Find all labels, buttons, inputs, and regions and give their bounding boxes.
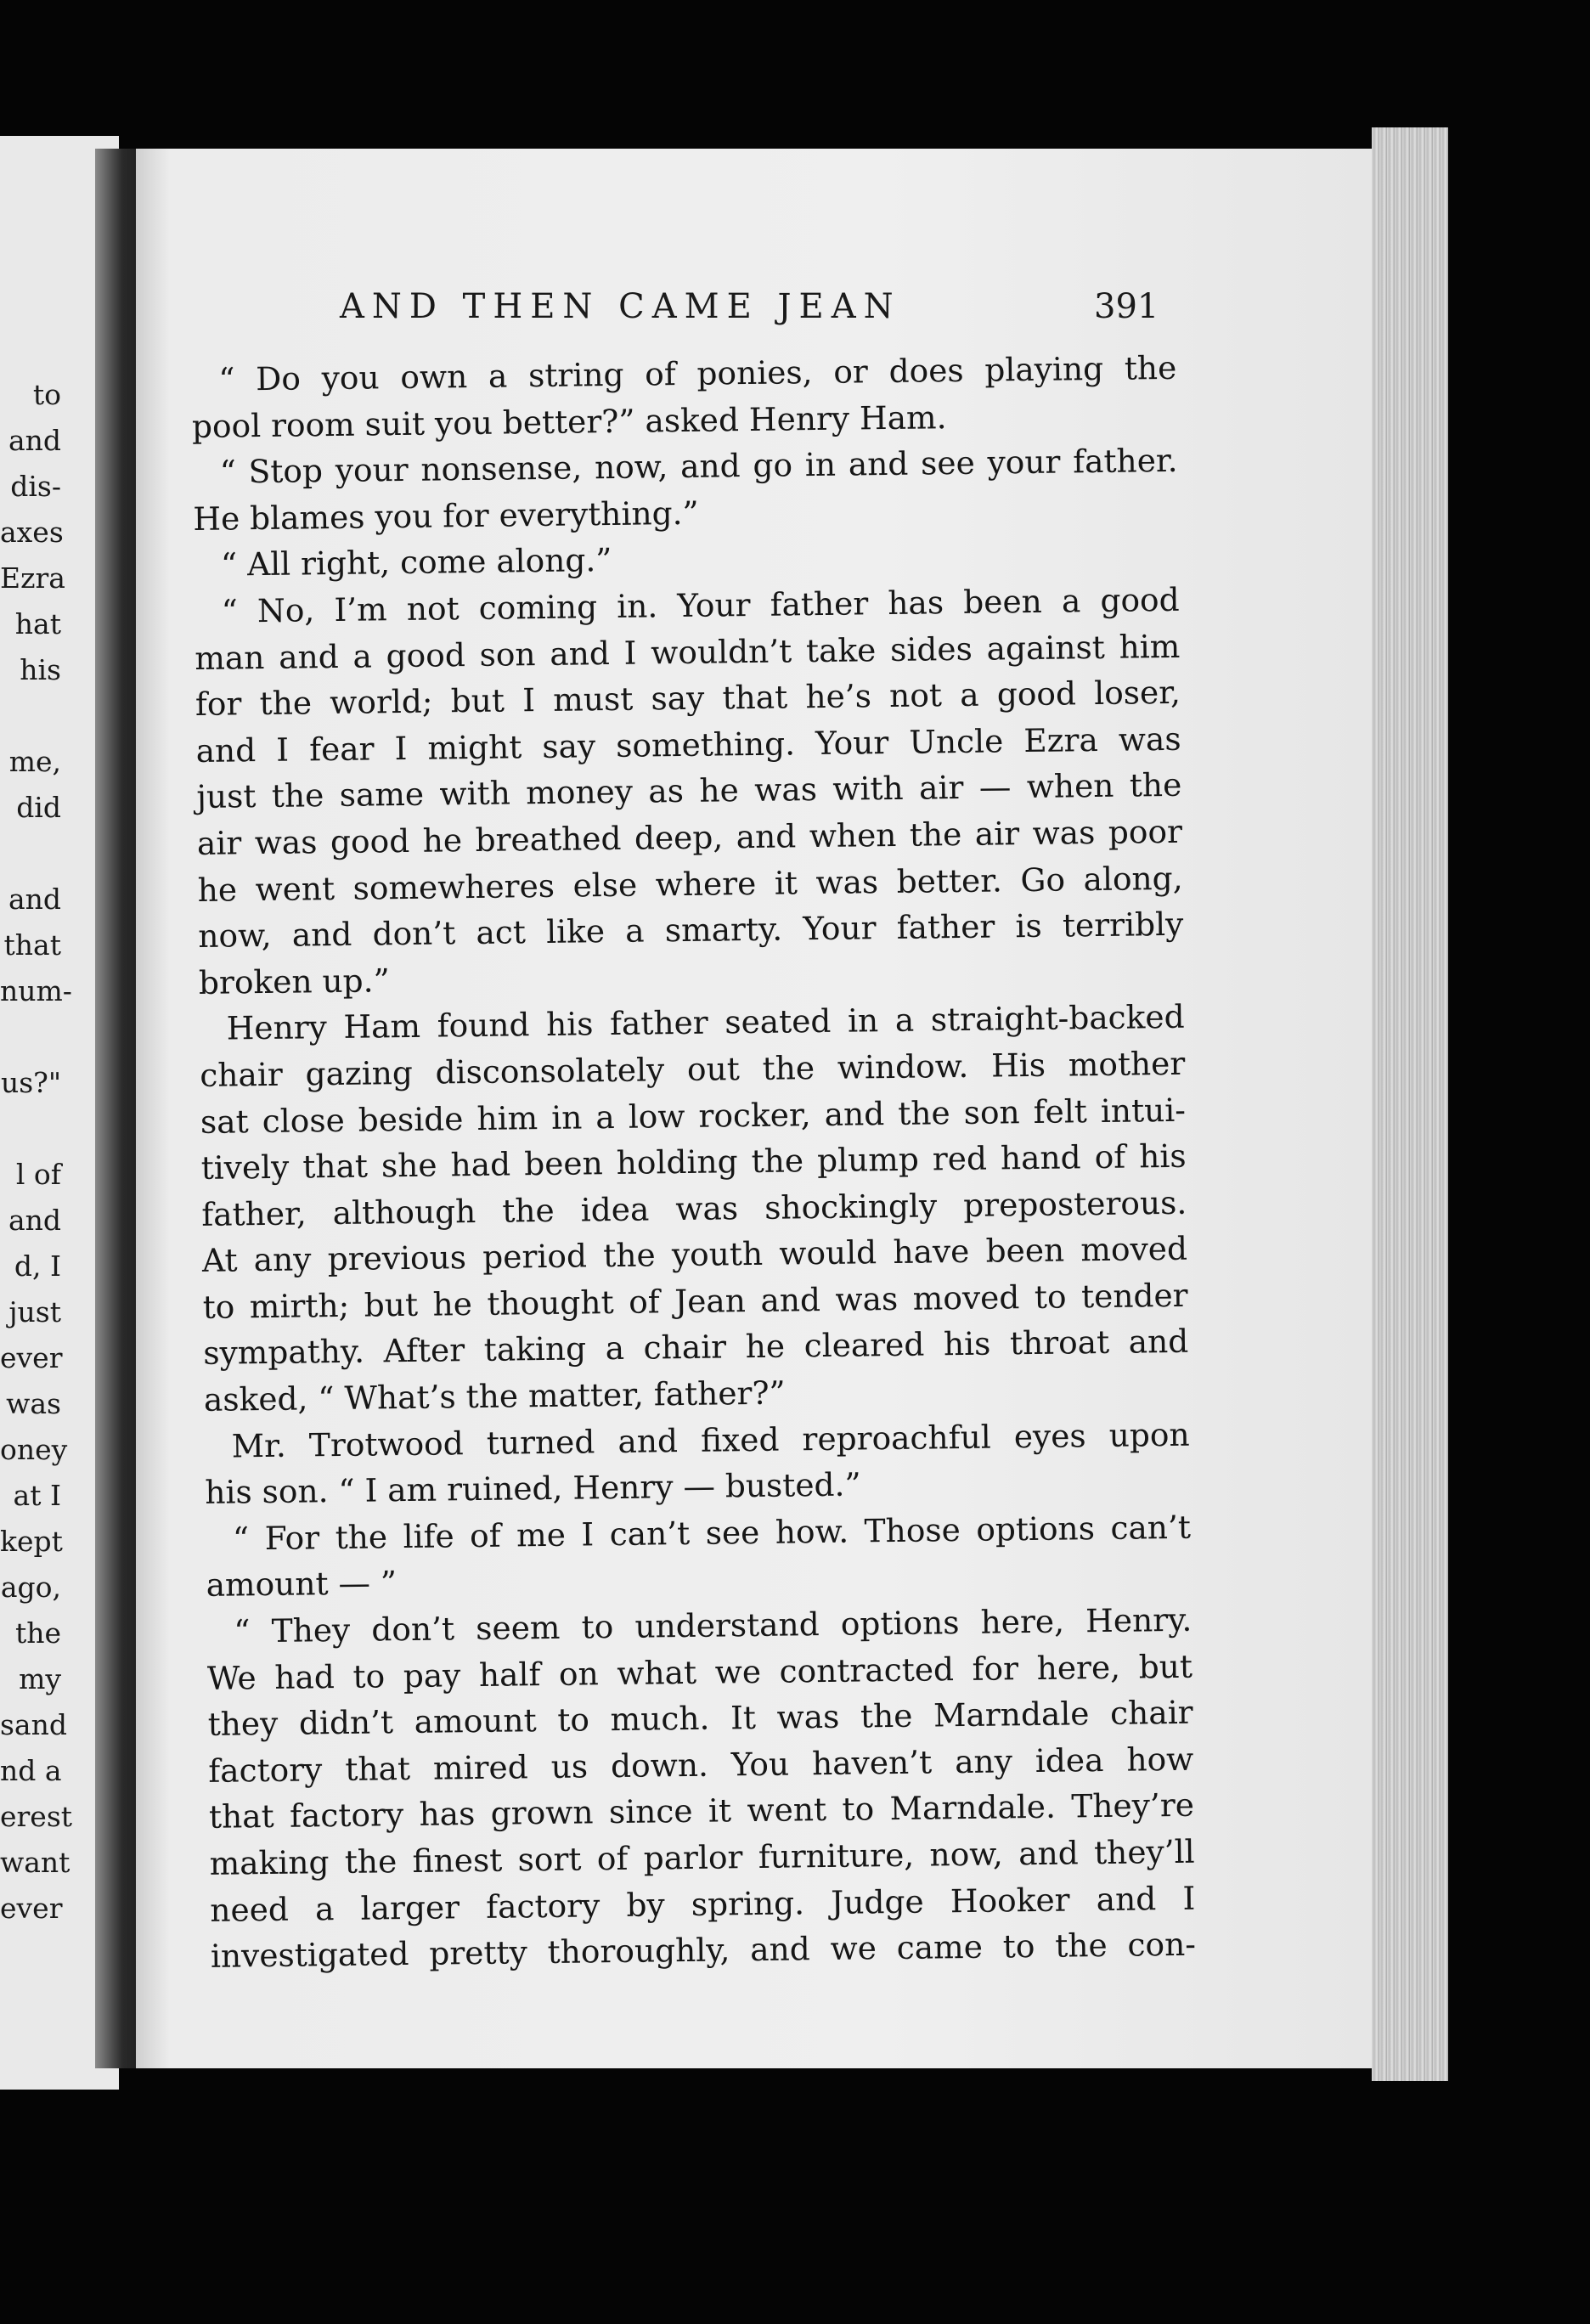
facing-page-fragment: oney	[0, 1433, 68, 1466]
text-line: that factory has grown since it went to Marndale. They’re	[208, 1786, 1195, 1836]
facing-page-fragment: to	[32, 378, 61, 411]
text-line: for the world; but I must say that he’s not a good loser,	[195, 673, 1181, 724]
text-line: to mirth; but he thought of Jean and was moved to tender	[202, 1276, 1188, 1326]
text-line: “ For the life of me I can’t see how. Those options can’t	[232, 1508, 1192, 1558]
facing-page-fragment: us?"	[0, 1066, 61, 1099]
facing-page-fragment	[0, 693, 61, 739]
running-head: AND THEN CAME JEAN	[340, 287, 901, 326]
facing-page-fragment: me,	[8, 745, 61, 778]
facing-page-fragment: just	[8, 1295, 61, 1328]
facing-page-fragment: nd a	[0, 1754, 62, 1787]
text-line: they didn’t amount to much. It was the Marndale chair	[207, 1693, 1193, 1744]
text-line: “ Do you own a string of ponies, or does playing the	[218, 348, 1177, 398]
facing-page-fragment	[0, 1106, 61, 1152]
facing-page-fragment: Ezra	[0, 561, 65, 595]
facing-page-fragment: d, I	[14, 1249, 61, 1283]
facing-page-fragment: at I	[13, 1479, 61, 1512]
facing-page-fragment: ago,	[0, 1571, 61, 1604]
text-line: sympathy. After taking a chair he cleared his throat and	[203, 1323, 1189, 1373]
page-edges	[1372, 127, 1448, 2081]
facing-page-text	[0, 372, 73, 1932]
text-line: amount — ”	[206, 1564, 398, 1605]
text-line: broken up.”	[198, 961, 391, 1001]
text-line: now, and don’t act like a smarty. Your father is terribly	[198, 905, 1184, 956]
text-line: Henry Ham found his father seated in a straight-backed	[226, 998, 1185, 1047]
text-line: sat close beside him in a low rocker, and the son felt intui-	[200, 1091, 1187, 1141]
text-line: He blames you for everything.”	[193, 494, 699, 538]
text-line: and I fear I might say something. Your Uncle Ezra was	[195, 719, 1181, 770]
facing-page-fragment: dis-	[10, 470, 61, 503]
facing-page-fragment: and	[8, 883, 61, 916]
facing-page-fragment: kept	[0, 1525, 63, 1558]
text-line: making the finest sort of parlor furniture, now, and they’ll	[209, 1832, 1195, 1882]
text-line: he went somewheres else where it was better. Go along,	[197, 859, 1183, 909]
facing-page-fragment	[0, 831, 61, 877]
facing-page-fragment: was	[6, 1387, 61, 1420]
text-line: father, although the idea was shockingly preposterous.	[201, 1183, 1187, 1233]
text-line: investigated pretty thoroughly, and we came to the con-	[210, 1925, 1197, 1976]
text-line: We had to pay half on what we contracted for here, but	[206, 1647, 1193, 1697]
text-line: “ No, I’m not coming in. Your father has been a good	[221, 580, 1180, 630]
facing-page-fragment: did	[16, 791, 61, 824]
text-line: tively that she had been holding the plump red hand of his	[200, 1137, 1187, 1187]
facing-page-fragment: hat	[14, 607, 61, 640]
facing-page-fragment: num-	[0, 974, 72, 1007]
text-line: “ They don’t seem to understand options here, Henry.	[234, 1600, 1192, 1650]
facing-page-fragment: his	[20, 653, 61, 686]
text-line: asked, “ What’s the matter, father?”	[203, 1374, 786, 1419]
facing-page-fragment: ever	[0, 1892, 63, 1925]
facing-page-fragment: sand	[0, 1708, 67, 1741]
facing-page-fragment: axes	[0, 516, 64, 549]
text-line: just the same with money as he was with air — when the	[196, 766, 1182, 816]
facing-page-fragment: l of	[15, 1158, 61, 1191]
body-text	[191, 345, 1196, 1980]
facing-page-fragment: and	[8, 424, 61, 457]
text-line: “ Stop your nonsense, now, and go in and see your father.	[219, 442, 1178, 491]
facing-page-fragment: my	[19, 1662, 61, 1695]
text-line: air was good he breathed deep, and when the air was poor	[196, 812, 1183, 862]
facing-page-fragment: ever	[0, 1341, 63, 1374]
facing-page-fragment: erest	[0, 1800, 73, 1833]
text-line: his son. “ I am ruined, Henry — busted.”	[205, 1465, 861, 1512]
facing-page-fragment: want	[0, 1846, 70, 1879]
text-line: Mr. Trotwood turned and fixed reproachful eyes upon	[231, 1415, 1190, 1465]
facing-page-fragment: and	[8, 1204, 61, 1237]
text-line: chair gazing disconsolately out the window. His mother	[200, 1044, 1186, 1094]
facing-page-fragment	[0, 1014, 61, 1060]
text-line: factory that mired us down. You haven’t any idea how	[208, 1740, 1194, 1790]
text-line: man and a good son and I wouldn’t take sides against him	[195, 627, 1181, 677]
page-number: 391	[1094, 287, 1159, 326]
text-line: pool room suit you better?” asked Henry Ham.	[191, 398, 947, 445]
facing-page-fragment: the	[14, 1616, 61, 1650]
facing-page-fragment: that	[3, 928, 61, 962]
text-line: At any previous period the youth would have been moved	[201, 1230, 1188, 1280]
text-line: “ All right, come along.”	[220, 541, 612, 584]
text-line: need a larger factory by spring. Judge Hooker and I	[210, 1879, 1196, 1929]
